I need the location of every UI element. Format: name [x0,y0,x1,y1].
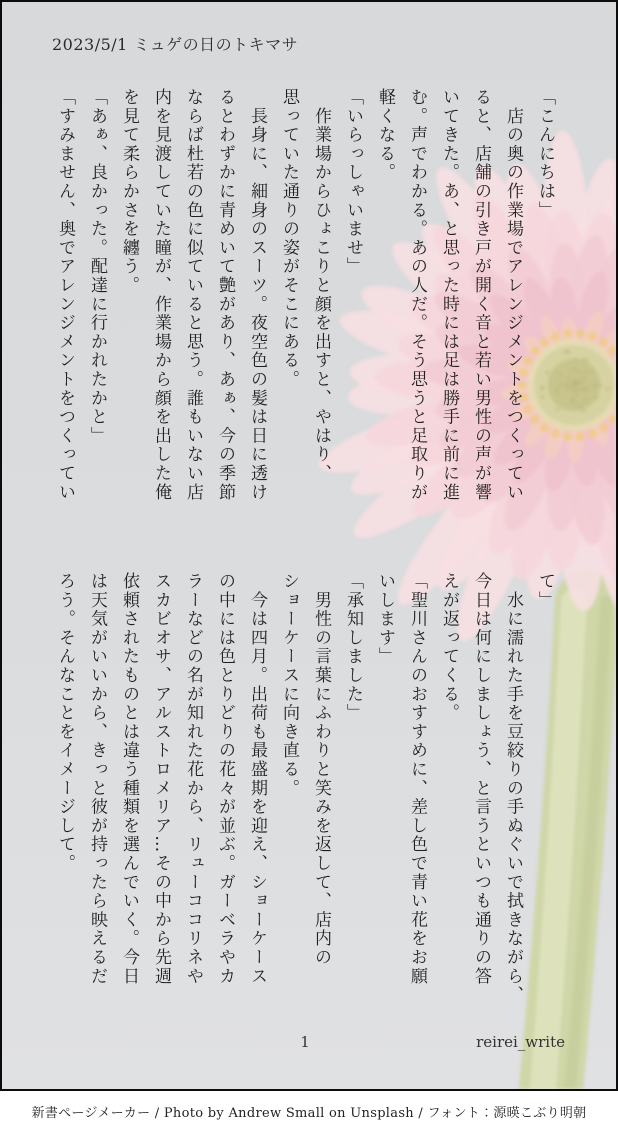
text-line: の中には色とりどりの花々が並ぶ。ガーベラやカ [215,572,235,986]
text-line: るとわずかに青めいて艶があり、あぁ、今の季節 [215,88,235,502]
text-line: 今は四月。出荷も最盛期を迎え、ショーケース [247,572,267,986]
text-line: 水に濡れた手を豆絞りの手ぬぐいで拭きながら、 [503,572,523,1005]
text-line: は天気がいいから、きっと彼が持ったら映えるだ [87,572,107,986]
text-line: いてきた。あ、と思った時には足は勝手に前に進 [439,88,459,502]
text-line: ラーなどの名が知れた花から、リューココリネや [183,572,203,986]
text-line: む。声でわかる。あの人だ。そう思うと足取りが [407,88,427,502]
text-line: 今日は何にしましょう、と言うといつも通りの答 [471,572,491,986]
text-line: 「こんにちは」 [535,88,555,220]
text-line: いします」 [375,572,395,666]
text-line: 「すみません、奥でアレンジメントをつくってい [55,88,75,502]
text-line: 依頼されたものとは違う種類を選んでいく。今日 [119,572,139,986]
page-number: 1 [300,1033,310,1051]
text-line: スカビオサ、アルストロメリア…その中から先週 [151,572,171,986]
text-line: 店の奥の作業場でアレンジメントをつくってい [503,88,523,502]
text-line: ショーケースに向き直る。 [279,572,299,798]
text-line: を見て柔らかさを纏う。 [119,88,139,295]
text-line: ろう。そんなことをイメージして。 [55,572,75,873]
author-handle: reirei_write [476,1033,565,1051]
text-line: 軽くなる。 [375,88,395,182]
text-line: 思っていた通りの姿がそこにある。 [279,88,299,389]
text-line: 作業場からひょこりと顔を出すと、やはり、 [311,88,331,483]
page-title: 2023/5/1 ミュゲの日のトキマサ [52,35,299,54]
text-line: 「あぁ、良かった。配達に行かれたかと」 [87,88,107,446]
text-line: 男性の言葉にふわりと笑みを返して、店内の [311,572,331,967]
text-line: ると、店舗の引き戸が開く音と若い男性の声が響 [471,88,491,502]
text-line: 「いらっしゃいませ」 [343,88,363,276]
text-line: て」 [535,572,555,610]
text-block-upper [49,88,561,558]
text-line: えが返ってくる。 [439,572,459,723]
text-line: 内を見渡していた瞳が、作業場から顔を出した俺 [151,88,171,502]
text-line: 長身に、細身のスーツ。夜空色の髪は日に透け [247,88,267,502]
text-line: ならば杜若の色に似ていると思う。誰もいない店 [183,88,203,502]
text-line: 「承知しました」 [343,572,363,723]
credit-bar [0,1091,618,1132]
credit-text: 新書ページメーカー / Photo by Andrew Small on Unsplash / フォント：源暎こぶり明朝 [31,1106,587,1121]
text-block-lower [49,572,561,1042]
text-line: 「聖川さんのおすすめに、差し色で青い花をお願 [407,572,427,986]
